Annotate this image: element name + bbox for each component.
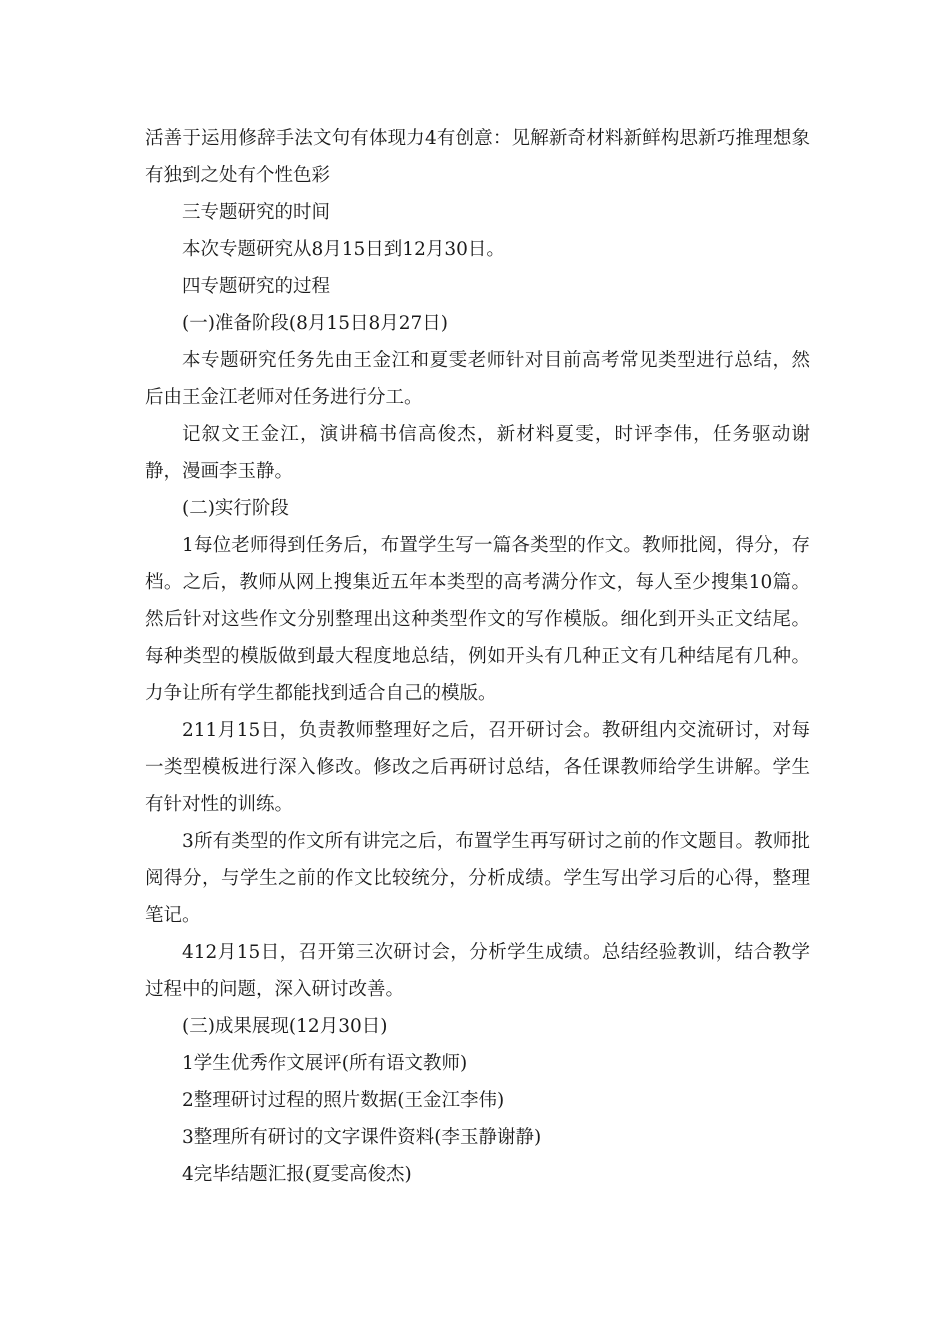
list-item-result-1: 1学生优秀作文展评(所有语文教师) <box>182 1053 468 1074</box>
paragraph-step-2: 211月15日，负责教师整理好之后，召开研讨会。教研组内交流研讨，对每一类型模板进行深入修改。修改之后再研讨总结，各任课教师给学生讲解。学生有针对性的训练。 <box>145 720 810 815</box>
paragraph-continuation: 活善于运用修辞手法文句有体现力4有创意：见解新奇材料新鲜构思新巧推理想象有独到之处有个性色彩 <box>145 128 810 186</box>
document-body <box>145 120 810 1193</box>
list-item-result-2: 2整理研讨过程的照片数据(王金江李伟) <box>182 1090 505 1111</box>
paragraph-step-3: 3所有类型的作文所有讲完之后，布置学生再写研讨之前的作文题目。教师批阅得分，与学生之前的作文比较统分，分析成绩。学生写出学习后的心得，整理笔记。 <box>145 831 810 926</box>
paragraph-research-period: 本次专题研究从8月15日到12月30日。 <box>182 239 505 260</box>
heading-research-process: 四专题研究的过程 <box>182 276 331 297</box>
paragraph-step-4: 412月15日，召开第三次研讨会，分析学生成绩。总结经验教训，结合教学过程中的问题，深入研讨改善。 <box>145 942 810 1000</box>
paragraph-task-summary: 本专题研究任务先由王金江和夏雯老师针对目前高考常见类型进行总结，然后由王金江老师对任务进行分工。 <box>145 350 810 408</box>
subheading-preparation-stage: (一)准备阶段(8月15日8月27日) <box>182 313 448 334</box>
heading-research-time: 三专题研究的时间 <box>182 202 331 223</box>
list-item-result-4: 4完毕结题汇报(夏雯高俊杰) <box>182 1164 412 1185</box>
subheading-results-stage: (三)成果展现(12月30日) <box>182 1016 388 1037</box>
subheading-implementation-stage: (二)实行阶段 <box>182 498 289 519</box>
list-item-result-3: 3整理所有研讨的文字课件资料(李玉静谢静) <box>182 1127 542 1148</box>
paragraph-step-1: 1每位老师得到任务后，布置学生写一篇各类型的作文。教师批阅，得分，存档。之后，教师从网上搜集近五年本类型的高考满分作文，每人至少搜集10篇。然后针对这些作文分别整理出这种类型作文的写作模版。细化到开头正文结尾。每种类型的模版做到最大程度地总结，例如开头有几种正文有几种结尾有几种。力争让所有学生都能找到适合自己的模版。 <box>145 535 810 704</box>
paragraph-task-assignment: 记叙文王金江，演讲稿书信高俊杰，新材料夏雯，时评李伟，任务驱动谢静，漫画李玉静。 <box>145 424 810 482</box>
